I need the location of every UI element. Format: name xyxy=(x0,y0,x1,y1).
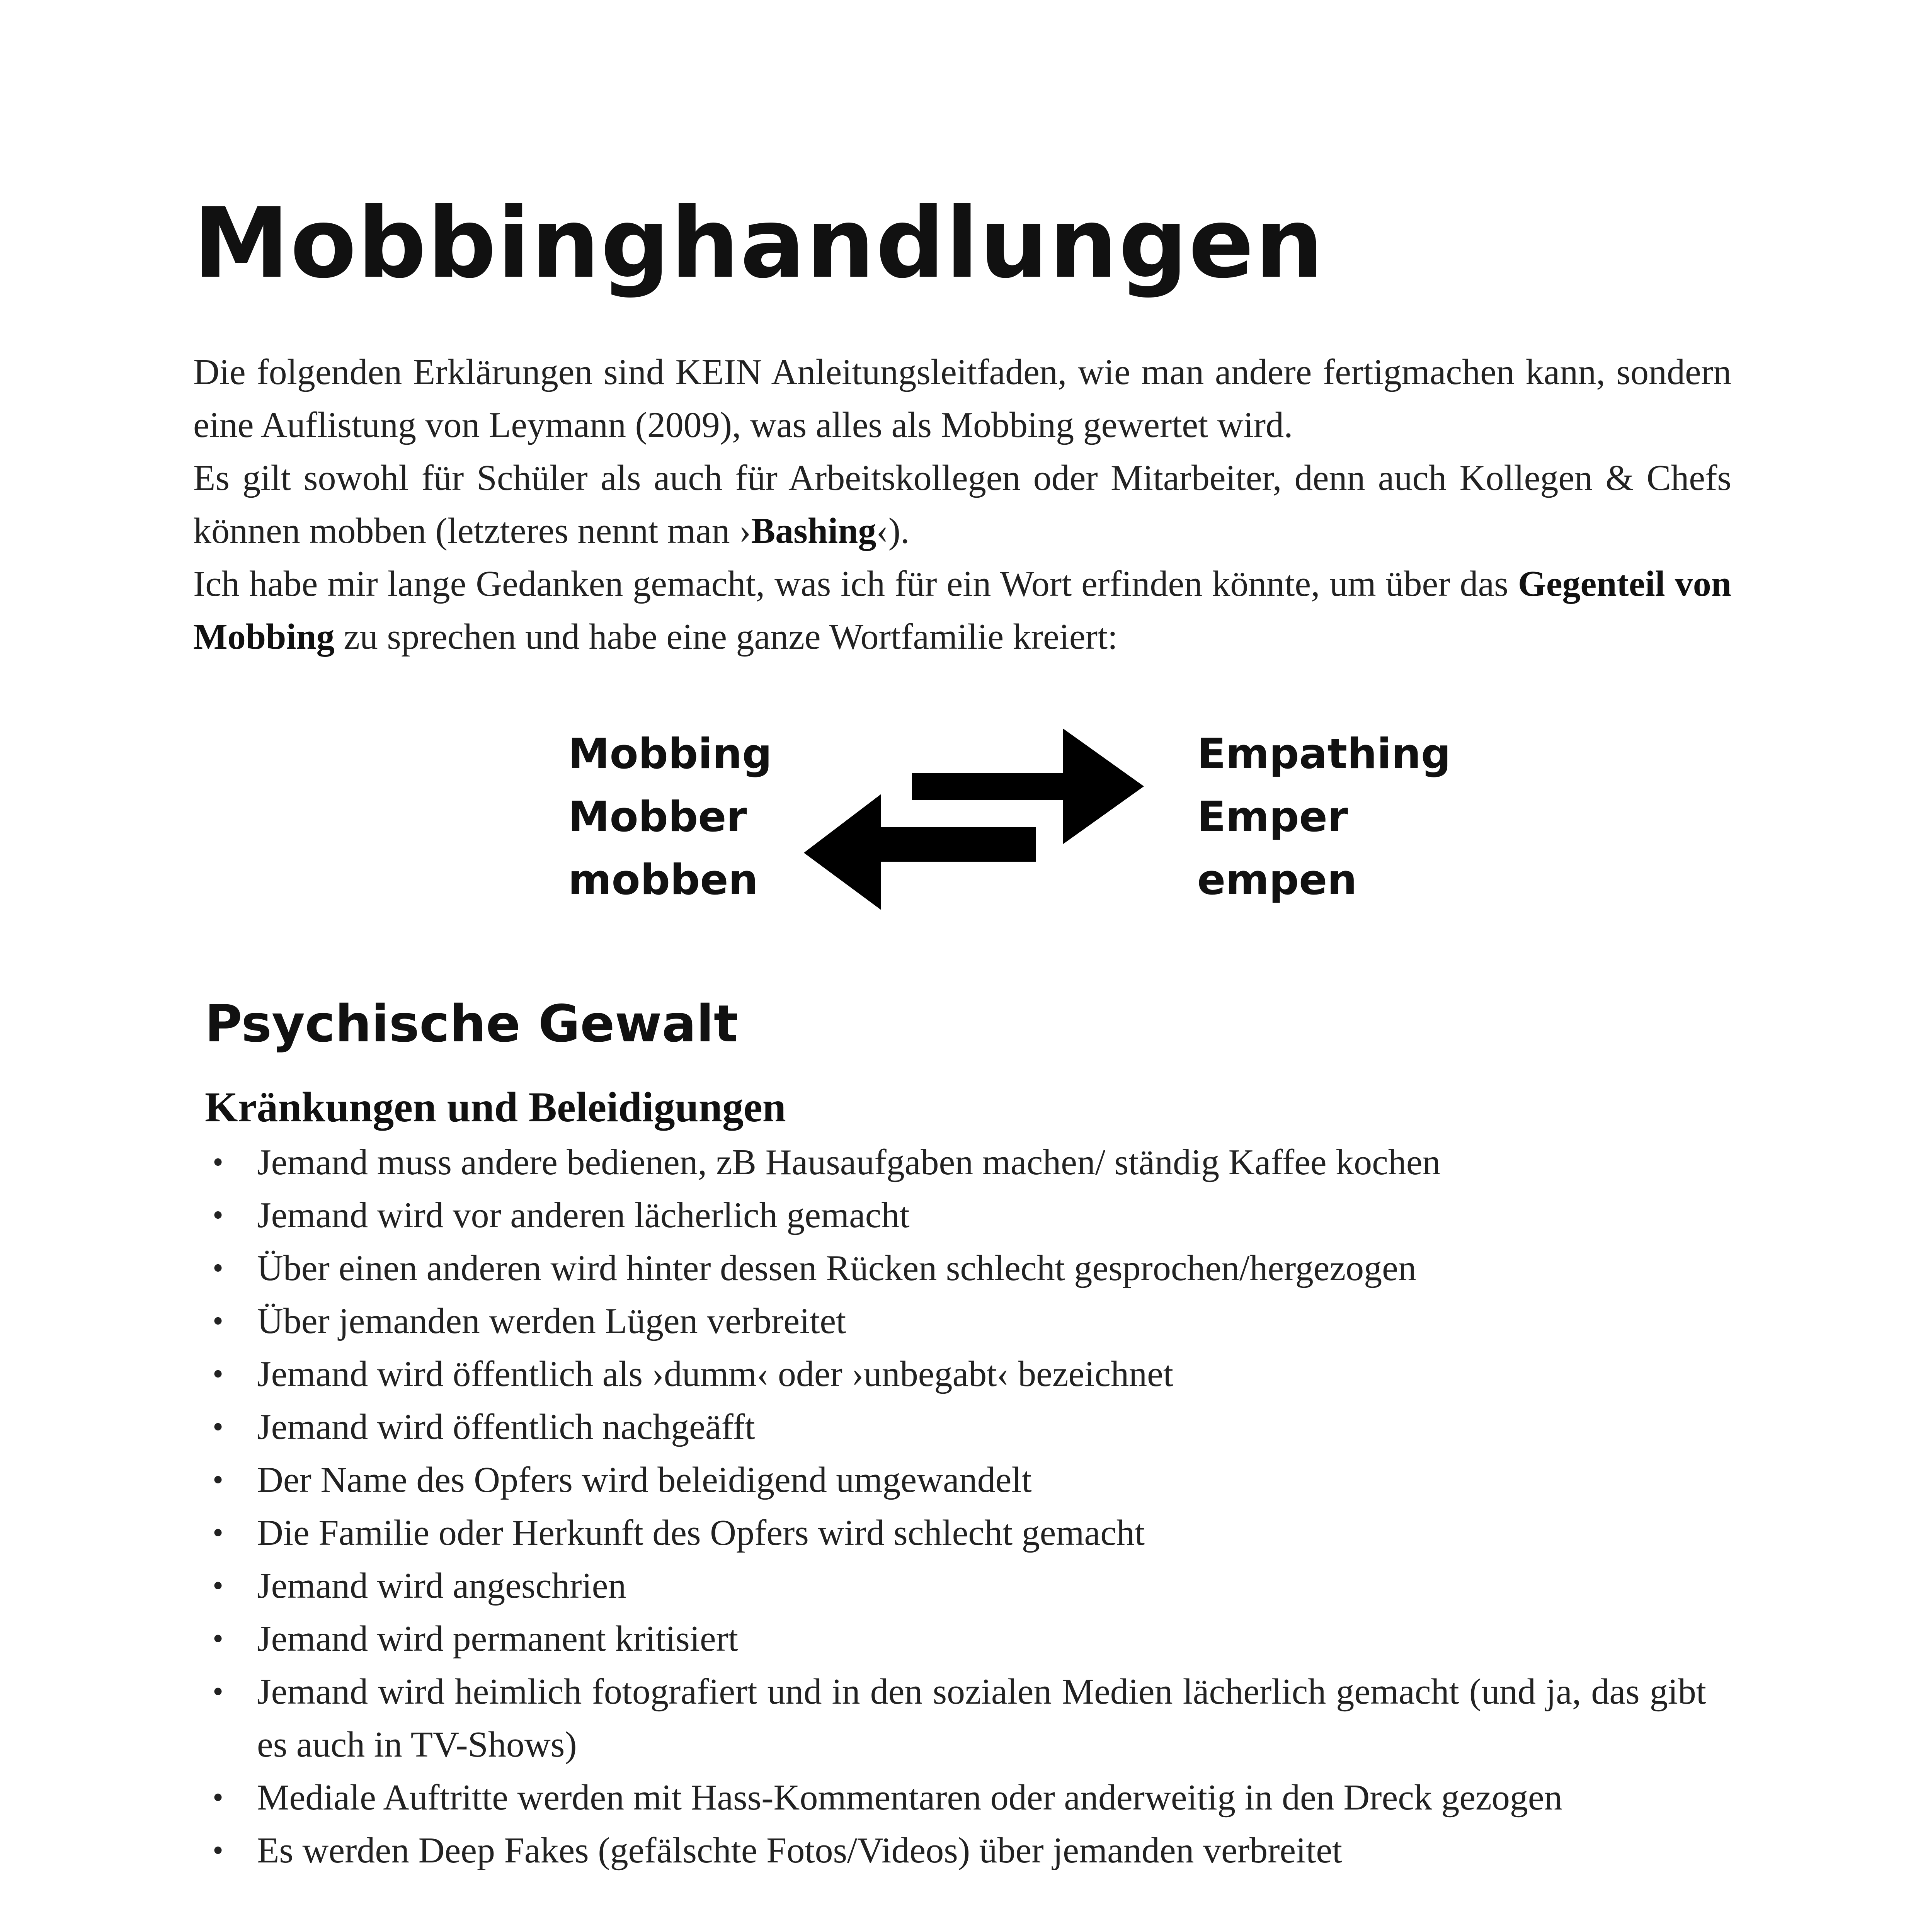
section-title: Psychische Gewalt xyxy=(205,994,739,1054)
intro-paragraph-3-end: zu sprechen und habe eine ganze Wortfamilie kreiert: xyxy=(334,617,1118,657)
list-item: • Die Familie oder Herkunft des Opfers wird schlecht gemacht xyxy=(205,1507,1706,1560)
term-bashing: Bashing xyxy=(751,511,876,551)
word-empathing: Empathing xyxy=(1197,730,1451,778)
word-family-empathing xyxy=(1197,723,1451,912)
list-item: • Es werden Deep Fakes (gefälschte Fotos/Videos) über jemanden verbreitet xyxy=(205,1824,1706,1877)
list-item: • Jemand wird permanent kritisiert xyxy=(205,1612,1706,1665)
word-empen: empen xyxy=(1197,856,1357,904)
arrow-left-icon xyxy=(804,794,1036,910)
word-mobbing: Mobbing xyxy=(568,730,772,778)
intro-text xyxy=(193,346,1731,663)
list-item: • Jemand wird öffentlich nachgeäfft xyxy=(205,1401,1706,1454)
bullet-list xyxy=(205,1136,1706,1877)
list-item: • Über einen anderen wird hinter dessen Rücken schlecht gesprochen/hergezogen xyxy=(205,1242,1706,1295)
page-title: Mobbinghandlungen xyxy=(193,187,1324,299)
list-item: • Jemand wird angeschrien xyxy=(205,1560,1706,1612)
intro-paragraph-3-start: Ich habe mir lange Gedanken gemacht, was ich für ein Wort erfinden könnte, um über das xyxy=(193,564,1518,604)
list-item: • Jemand wird öffentlich als ›dumm‹ oder ›unbegabt‹ bezeichnet xyxy=(205,1348,1706,1401)
intro-paragraph-3 xyxy=(193,558,1731,663)
intro-paragraph-2 xyxy=(193,452,1731,558)
word-family-mobbing xyxy=(568,723,772,912)
list-item: • Jemand wird heimlich fotografiert und in den sozialen Medien lächerlich gemacht (und ja, das gibt es auch in TV-Shows) xyxy=(205,1665,1706,1771)
list-item: • Mediale Auftritte werden mit Hass-Kommentaren oder anderweitig in den Dreck gezogen xyxy=(205,1771,1706,1824)
word-mobben: mobben xyxy=(568,856,758,904)
intro-paragraph-2-end: ‹). xyxy=(876,511,910,551)
section-subtitle: Kränkungen und Beleidigungen xyxy=(205,1083,786,1131)
list-item: • Jemand wird vor anderen lächerlich gemacht xyxy=(205,1189,1706,1242)
exchange-arrows-icon xyxy=(804,728,1144,910)
list-item: • Jemand muss andere bedienen, zB Hausaufgaben machen/ ständig Kaffee kochen xyxy=(205,1136,1706,1189)
word-emper: Emper xyxy=(1197,793,1348,841)
list-item: • Über jemanden werden Lügen verbreitet xyxy=(205,1295,1706,1348)
word-mobber: Mobber xyxy=(568,793,747,841)
intro-paragraph-2-start: Es gilt sowohl für Schüler als auch für Arbeitskollegen oder Mitarbeiter, denn auch Kollegen & Chefs können mobben (letzteres nennt man › xyxy=(193,458,1731,551)
list-item: • Der Name des Opfers wird beleidigend umgewandelt xyxy=(205,1454,1706,1507)
intro-paragraph-1: Die folgenden Erklärungen sind KEIN Anleitungsleitfaden, wie man andere fertigmachen kann, sondern eine Auflistung von Leymann (2009), was alles als Mobbing gewertet wird. xyxy=(193,352,1731,445)
term-gegenteil: Gegenteil von Mobbing xyxy=(193,564,1732,657)
